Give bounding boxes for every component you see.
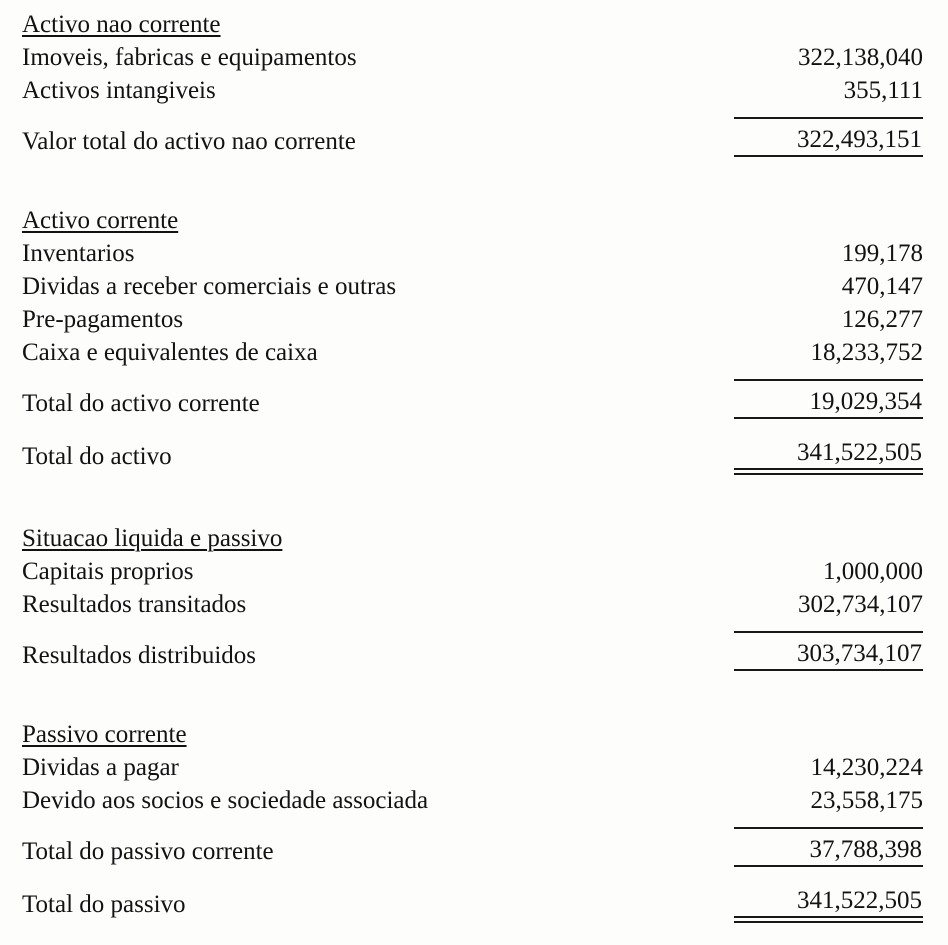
section-activo-nao-corrente	[22, 11, 923, 157]
grand-total-amount: 341,522,505	[734, 887, 923, 923]
subtotal-label: Total do passivo corrente	[22, 838, 274, 865]
line-item-label: Inventarios	[22, 240, 135, 267]
section-heading: Activo nao corrente	[22, 11, 221, 38]
section-activo-corrente	[22, 207, 923, 475]
line-item-amount: 14,230,224	[810, 754, 923, 781]
section-heading-line	[22, 207, 923, 234]
line-item-row	[22, 77, 923, 104]
grand-total-amount: 341,522,505	[734, 439, 923, 475]
line-item-row	[22, 558, 923, 585]
line-item-label: Caixa e equivalentes de caixa	[22, 339, 318, 366]
line-item-row	[22, 44, 923, 71]
line-item-label: Capitais proprios	[22, 558, 194, 585]
line-item-row	[22, 754, 923, 781]
section-heading: Situacao liquida e passivo	[22, 525, 283, 552]
line-item-amount: 355,111	[843, 77, 923, 104]
subtotal-row	[22, 827, 923, 867]
section-heading-line	[22, 525, 923, 552]
subtotal-label: Total do activo corrente	[22, 390, 260, 417]
subtotal-row	[22, 631, 923, 671]
line-item-amount: 23,558,175	[810, 787, 923, 814]
line-item-amount: 199,178	[841, 240, 923, 267]
line-item-amount: 302,734,107	[798, 591, 923, 618]
line-item-row	[22, 306, 923, 333]
line-item-amount: 18,233,752	[810, 339, 923, 366]
line-item-label: Devido aos socios e sociedade associada	[22, 787, 429, 814]
grand-total-row	[22, 887, 923, 923]
line-item-label: Resultados transitados	[22, 591, 247, 618]
line-item-amount: 1,000,000	[823, 558, 923, 585]
grand-total-label: Total do passivo	[22, 891, 186, 918]
line-item-row	[22, 787, 923, 814]
line-item-amount: 126,277	[841, 306, 923, 333]
section-heading-line	[22, 721, 923, 748]
section-heading: Passivo corrente	[22, 721, 187, 748]
section-heading: Activo corrente	[22, 207, 179, 234]
section-situacao-liquida-e-passivo	[22, 525, 923, 671]
line-item-label: Imoveis, fabricas e equipamentos	[22, 44, 357, 71]
grand-total-label: Total do activo	[22, 443, 172, 470]
subtotal-row	[22, 379, 923, 419]
line-item-label: Activos intangiveis	[22, 77, 216, 104]
line-item-label: Dividas a pagar	[22, 754, 179, 781]
subtotal-label: Resultados distribuidos	[22, 642, 257, 669]
line-item-label: Pre-pagamentos	[22, 306, 184, 333]
line-item-label: Dividas a receber comerciais e outras	[22, 273, 397, 300]
line-item-row	[22, 273, 923, 300]
line-item-row	[22, 240, 923, 267]
section-passivo-corrente	[22, 721, 923, 923]
subtotal-row	[22, 117, 923, 157]
subtotal-amount: 37,788,398	[734, 827, 923, 867]
subtotal-amount: 19,029,354	[734, 379, 923, 419]
line-item-amount: 470,147	[841, 273, 923, 300]
line-item-amount: 322,138,040	[798, 44, 923, 71]
subtotal-amount: 322,493,151	[734, 117, 923, 157]
section-heading-line	[22, 11, 923, 38]
line-item-row	[22, 339, 923, 366]
line-item-row	[22, 591, 923, 618]
subtotal-label: Valor total do activo nao corrente	[22, 128, 356, 155]
subtotal-amount: 303,734,107	[734, 631, 923, 671]
grand-total-row	[22, 439, 923, 475]
